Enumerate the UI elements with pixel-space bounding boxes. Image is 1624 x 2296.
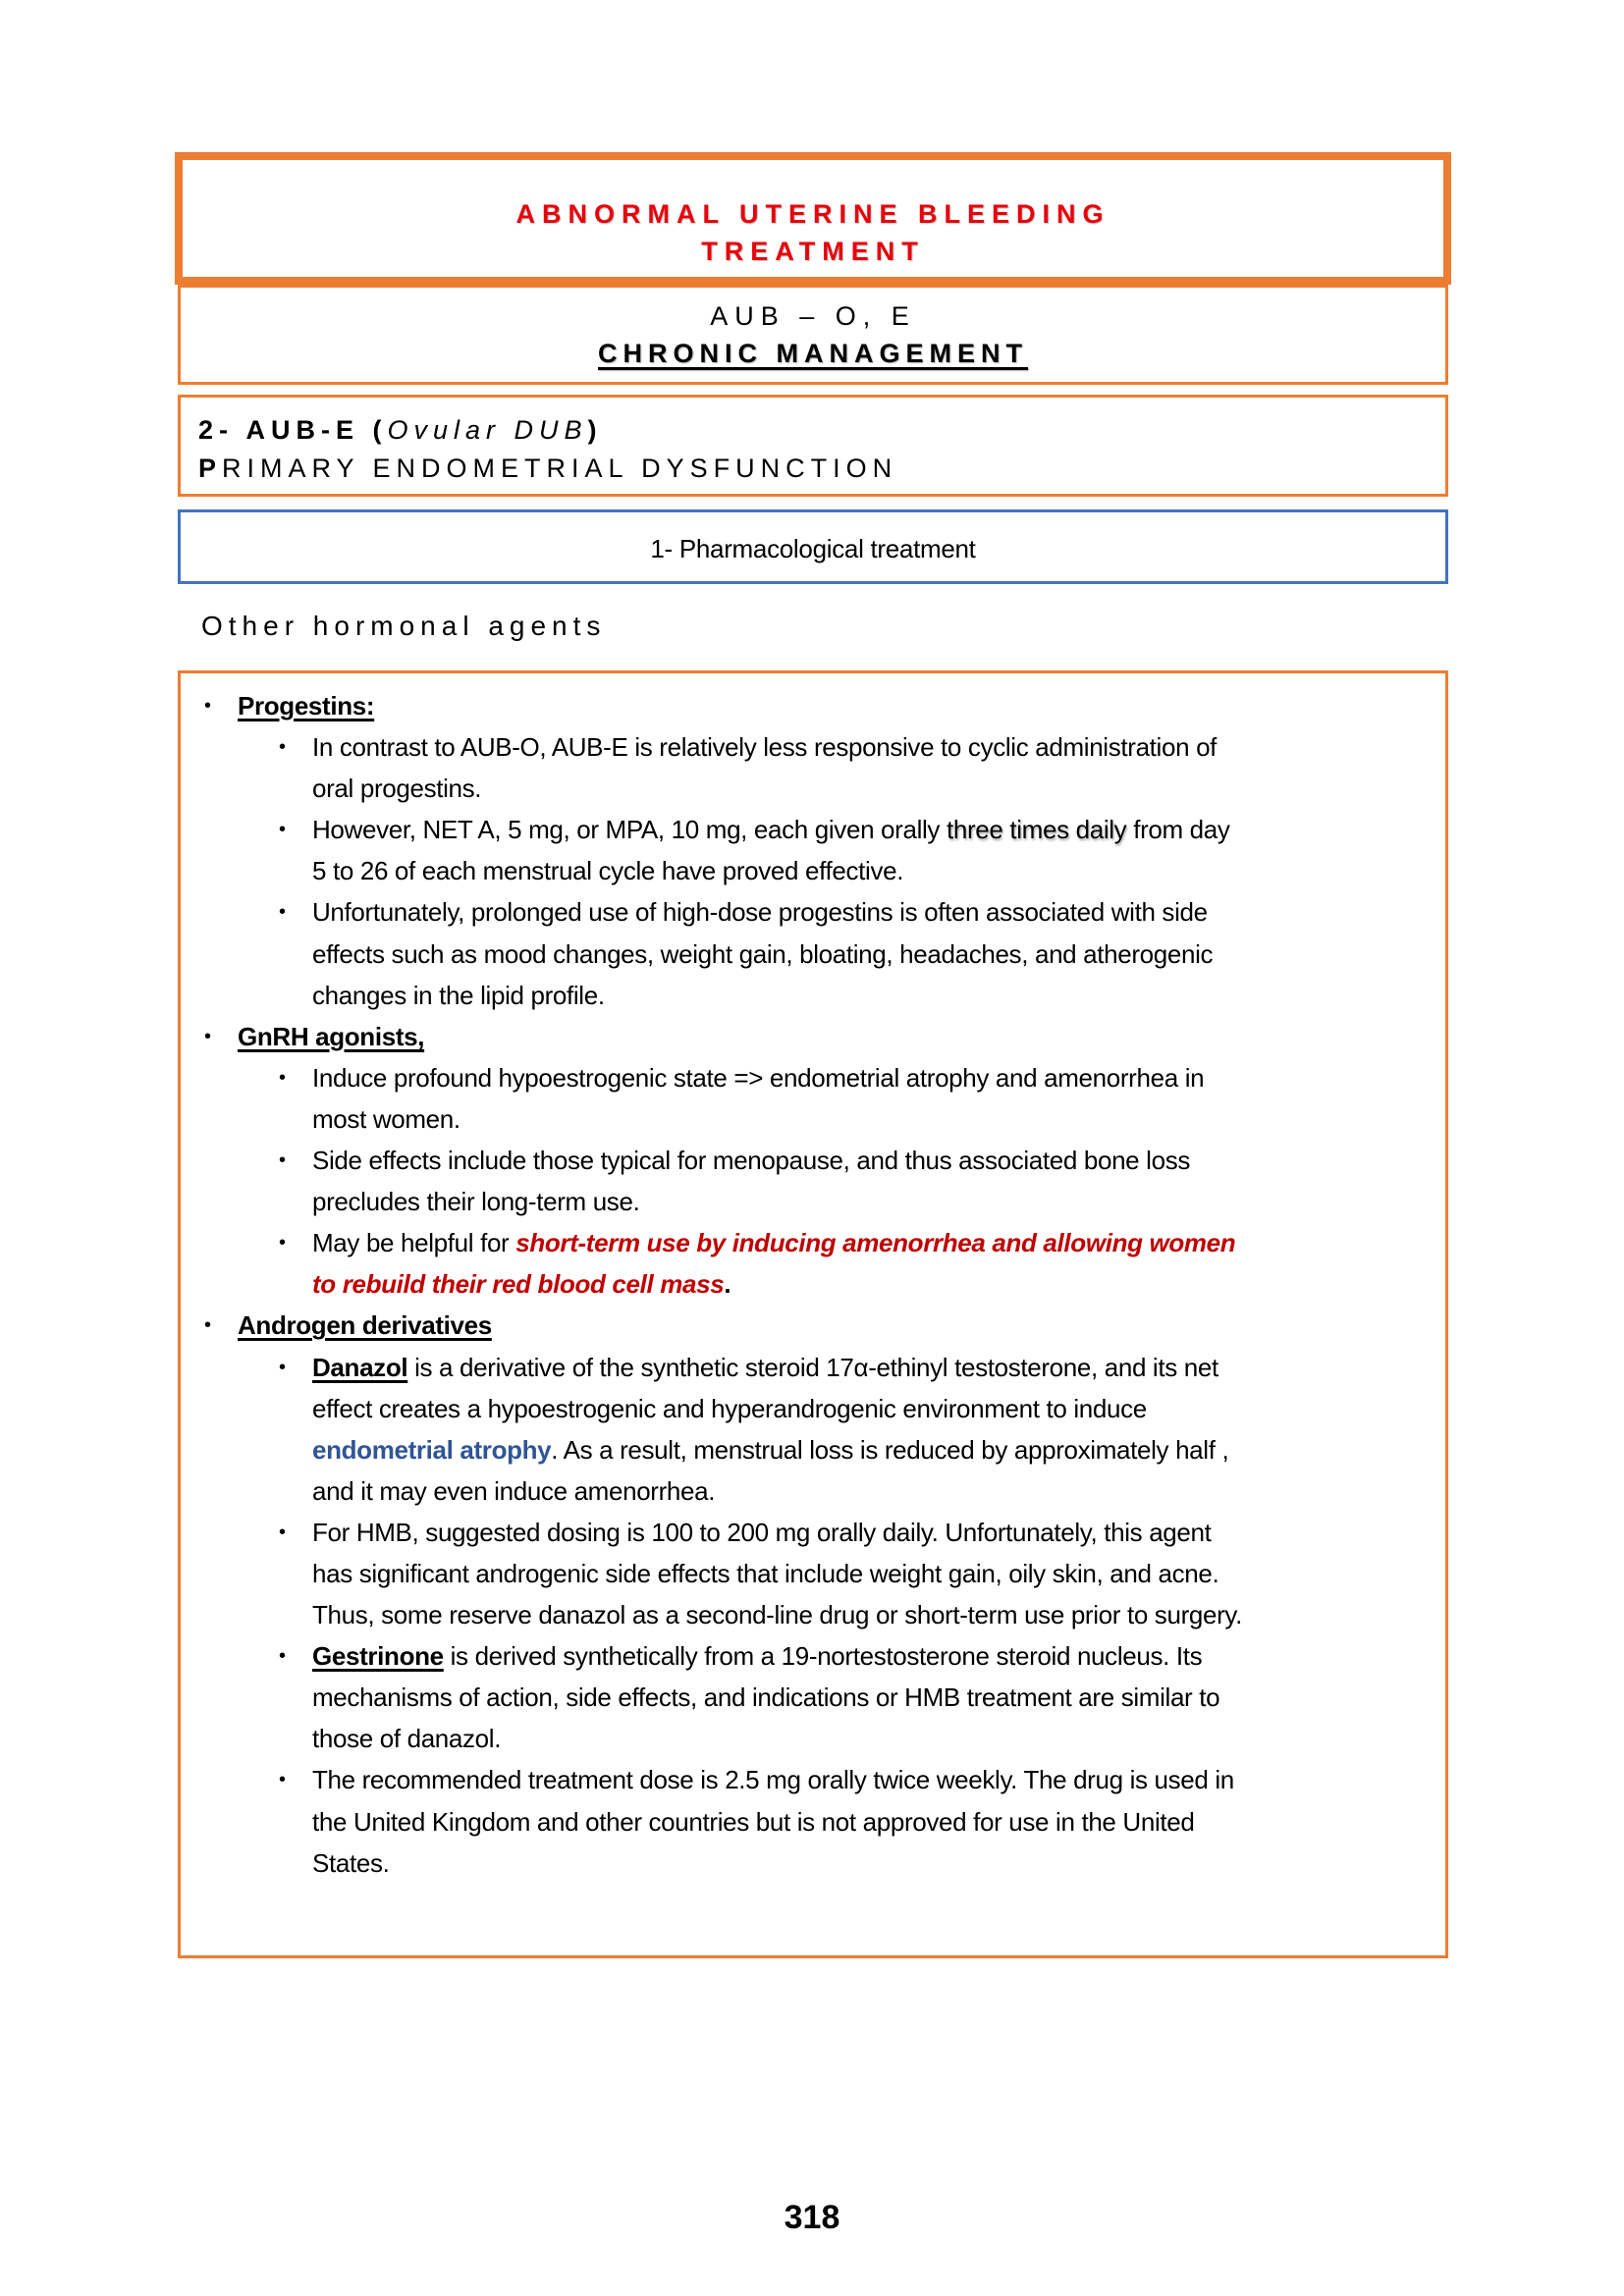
text-segment: Induce profound hypoestrogenic state => endometrial atrophy and amenorrhea in — [312, 1062, 1205, 1093]
list-item-line — [181, 1098, 1445, 1140]
subsection-label: 1- Pharmacological treatment — [650, 534, 976, 563]
bullet-icon: • — [279, 1769, 286, 1791]
section-italic-label: Ovular DUB — [387, 415, 588, 445]
list-item-line — [181, 1553, 1445, 1594]
list-item-line — [181, 1635, 1445, 1677]
text-segment: Unfortunately, prolonged use of high-dose progestins is often associated with side — [312, 897, 1208, 928]
text-segment: Androgen derivatives — [238, 1310, 492, 1341]
list-item-line — [181, 1388, 1445, 1429]
text-segment: However, NET A, 5 mg, or MPA, 10 mg, each given orally — [312, 815, 947, 845]
text-segment: States. — [312, 1847, 390, 1878]
text-segment: has significant androgenic side effects that include weight gain, oily skin, and acne. — [312, 1558, 1219, 1588]
text-segment: 5 to 26 of each menstrual cycle have proved effective. — [312, 856, 904, 886]
text-segment: is a derivative of the synthetic steroid 17α-ethinyl testosterone, and its net — [407, 1352, 1218, 1382]
text-segment: Side effects include those typical for menopause, and thus associated bone loss — [312, 1146, 1191, 1176]
title-line-1: ABNORMAL UTERINE BLEEDING — [515, 199, 1110, 229]
section-number: 2- AUB-E (Ovular DUB) — [198, 415, 603, 445]
list-item-line — [181, 1263, 1445, 1305]
content-heading: Other hormonal agents — [201, 611, 607, 641]
text-segment: and it may even induce amenorrhea. — [312, 1475, 716, 1506]
list-item-line — [181, 1801, 1445, 1842]
subtitle-heading: CHRONIC MANAGEMENT — [598, 339, 1028, 368]
text-segment: changes in the lipid profile. — [312, 980, 605, 1010]
bullet-icon: • — [279, 901, 286, 924]
text-segment: GnRH agonists, — [238, 1021, 425, 1051]
list-item-line — [181, 891, 1445, 933]
text-segment: those of danazol. — [312, 1724, 502, 1754]
text-segment: . As a result, menstrual loss is reduced by approximately half , — [551, 1434, 1229, 1465]
subsection-box — [178, 509, 1448, 584]
bullet-icon: • — [279, 1356, 286, 1378]
list-item-line — [181, 1057, 1445, 1098]
text-segment: most women. — [312, 1103, 460, 1134]
list-item-line — [181, 1759, 1445, 1800]
bullet-icon: • — [279, 1066, 286, 1089]
text-segment: precludes their long-term use. — [312, 1187, 640, 1217]
text-segment: endometrial atrophy — [312, 1434, 552, 1465]
list-item-line — [181, 1222, 1445, 1263]
bullet-icon: • — [204, 1025, 211, 1047]
list-item-heading — [181, 1305, 1445, 1346]
text-segment: short-term use by inducing amenorrhea and allowing women — [515, 1228, 1236, 1258]
list-item-line — [181, 1718, 1445, 1759]
bullet-icon: • — [204, 1314, 211, 1337]
list-item-line — [181, 1677, 1445, 1718]
text-segment: effects such as mood changes, weight gain, bloating, headaches, and atherogenic — [312, 938, 1214, 969]
bullet-icon: • — [279, 1521, 286, 1543]
list-item-line — [181, 1470, 1445, 1512]
list-item-heading — [181, 1016, 1445, 1057]
text-segment: . — [724, 1269, 731, 1300]
text-segment: oral progestins. — [312, 774, 482, 804]
text-segment: mechanisms of action, side effects, and indications or HMB treatment are similar to — [312, 1682, 1220, 1713]
list-item-line — [181, 809, 1445, 850]
text-segment: is derived synthetically from a 19-nortestosterone steroid nucleus. Its — [443, 1641, 1203, 1672]
bullet-icon: • — [279, 1645, 286, 1668]
title-line-2: TREATMENT — [701, 237, 925, 266]
list-item-line — [181, 850, 1445, 891]
content-box — [178, 670, 1448, 1958]
list-item-line — [181, 726, 1445, 768]
text-segment: Gestrinone — [312, 1641, 444, 1672]
list-item-line — [181, 1842, 1445, 1884]
page-number: 318 — [784, 2199, 840, 2236]
text-segment: three times daily — [946, 815, 1127, 845]
bullet-icon: • — [204, 695, 211, 717]
text-segment: effect creates a hypoestrogenic and hyperandrogenic environment to induce — [312, 1393, 1147, 1423]
subtitle-box — [178, 285, 1448, 385]
title-box — [175, 152, 1451, 285]
subtitle-classification: AUB – O, E — [710, 301, 916, 331]
text-segment: For HMB, suggested dosing is 100 to 200 mg orally daily. Unfortunately, this agent — [312, 1517, 1212, 1547]
bullet-list — [181, 685, 1445, 1884]
list-item-line — [181, 1512, 1445, 1553]
bullet-icon: • — [279, 1149, 286, 1172]
text-segment: Thus, some reserve danazol as a second-line drug or short-term use prior to surgery. — [312, 1600, 1242, 1630]
text-segment: to rebuild their red blood cell mass — [312, 1269, 725, 1300]
list-item-heading — [181, 685, 1445, 726]
list-item-line — [181, 1429, 1445, 1470]
list-item-line — [181, 1594, 1445, 1635]
text-segment: May be helpful for — [312, 1228, 516, 1258]
list-item-line — [181, 1347, 1445, 1388]
bullet-icon: • — [279, 819, 286, 841]
list-item-line — [181, 1140, 1445, 1181]
list-item-line — [181, 975, 1445, 1016]
text-segment: In contrast to AUB-O, AUB-E is relatively less responsive to cyclic administration of — [312, 732, 1218, 763]
bullet-icon: • — [279, 736, 286, 759]
list-item-line — [181, 934, 1445, 975]
text-segment: Progestins: — [238, 691, 375, 721]
text-segment: The recommended treatment dose is 2.5 mg orally twice weekly. The drug is used in — [312, 1765, 1234, 1795]
text-segment: the United Kingdom and other countries but is not approved for use in the United — [312, 1806, 1195, 1837]
list-item-line — [181, 768, 1445, 809]
bullet-icon: • — [279, 1232, 286, 1255]
text-segment: Danazol — [312, 1352, 408, 1382]
section-box — [178, 395, 1448, 497]
section-title: PRIMARY ENDOMETRIAL DYSFUNCTION — [198, 454, 898, 483]
text-segment: from day — [1126, 815, 1230, 845]
list-item-line — [181, 1181, 1445, 1222]
